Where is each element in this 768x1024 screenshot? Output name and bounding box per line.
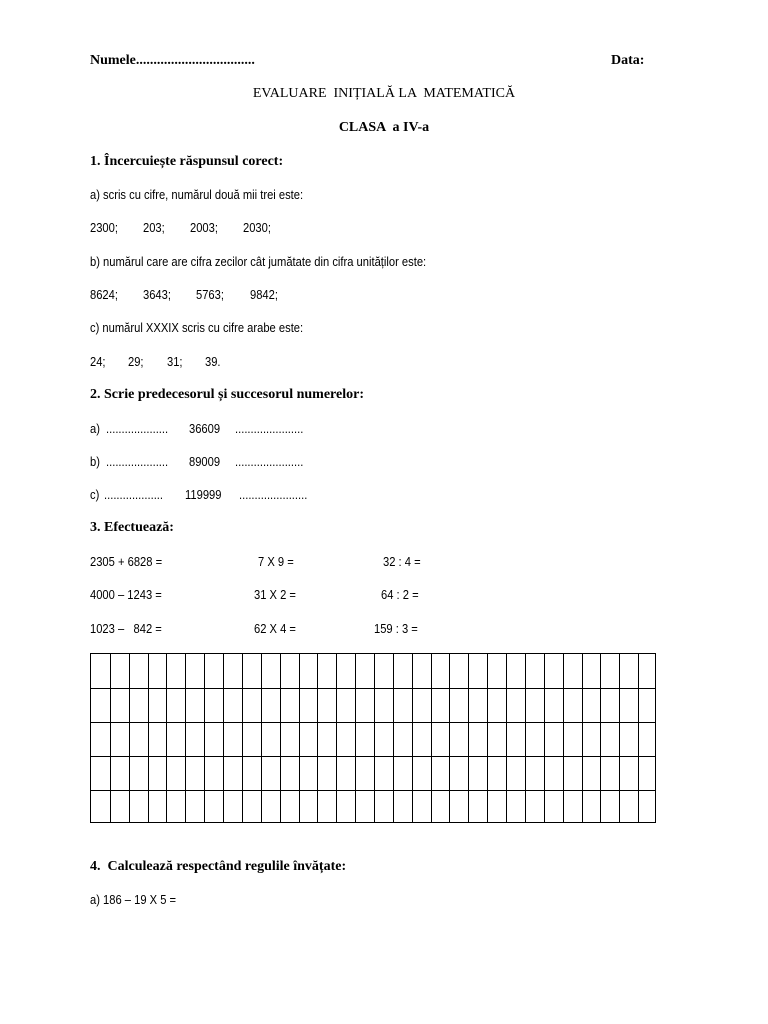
grid-vertical-line [582,654,583,822]
ex1-a-option: 2030; [243,220,271,235]
ex1-c-option: 39. [205,354,221,369]
grid-vertical-line [261,654,262,822]
ex1-c-option: 24; [90,354,106,369]
grid-horizontal-line [91,722,655,723]
ex2-successor-blank: ...................... [235,454,304,469]
ex4-a-expression: a) 186 – 19 X 5 = [90,892,177,907]
grid-vertical-line [431,654,432,822]
ex2-number: 36609 [189,421,221,436]
ex2-predecessor-blank: .................... [106,454,169,469]
ex2-row-label: c) [90,487,100,502]
ex1-a-option: 2003; [190,220,218,235]
ex1-a-option: 203; [143,220,165,235]
ex3-operation: 4000 – 1243 = [90,587,162,602]
ex1-a-option: 2300; [90,220,118,235]
page-subtitle: CLASA a IV-a [338,120,430,135]
grid-vertical-line [506,654,507,822]
ex1-b-option: 3643; [143,287,171,302]
ex3-operation: 1023 – 842 = [90,621,162,636]
ex2-successor-blank: ...................... [239,487,308,502]
grid-vertical-line [129,654,130,822]
grid-vertical-line [468,654,469,822]
grid-vertical-line [638,654,639,822]
grid-vertical-line [487,654,488,822]
grid-vertical-line [544,654,545,822]
grid-horizontal-line [91,790,655,791]
grid-vertical-line [223,654,224,822]
name-field-label: Numele.................................. [90,53,255,68]
ex2-predecessor-blank: ................... [104,487,164,502]
grid-vertical-line [336,654,337,822]
ex2-number: 89009 [189,454,221,469]
ex1-c-option: 31; [167,354,183,369]
grid-vertical-line [242,654,243,822]
ex3-operation: 2305 + 6828 = [90,554,163,569]
grid-vertical-line [449,654,450,822]
page-title: EVALUARE INIȚIALĂ LA MATEMATICĂ [252,86,516,101]
squared-work-grid [90,653,656,823]
grid-vertical-line [619,654,620,822]
grid-vertical-line [299,654,300,822]
ex1-b-question: b) numărul care are cifra zecilor cât jumătate din cifra unităților este: [90,254,427,269]
grid-vertical-line [317,654,318,822]
ex2-row-label: a) [90,421,100,436]
ex1-c-option: 29; [128,354,144,369]
ex1-b-option: 5763; [196,287,224,302]
grid-vertical-line [412,654,413,822]
grid-horizontal-line [91,756,655,757]
grid-vertical-line [148,654,149,822]
grid-vertical-line [110,654,111,822]
ex3-operation: 7 X 9 = [258,554,294,569]
ex1-b-option: 8624; [90,287,118,302]
grid-vertical-line [600,654,601,822]
ex4-heading: 4. Calculează respectând regulile învățate: [90,859,347,874]
ex3-operation: 31 X 2 = [254,587,296,602]
grid-vertical-line [355,654,356,822]
ex1-b-option: 9842; [250,287,278,302]
ex1-a-question: a) scris cu cifre, numărul două mii trei este: [90,187,304,202]
ex2-predecessor-blank: .................... [106,421,169,436]
grid-vertical-line [374,654,375,822]
ex3-heading: 3. Efectuează: [90,520,174,535]
ex1-heading: 1. Încercuiește răspunsul corect: [90,154,284,169]
ex2-successor-blank: ...................... [235,421,304,436]
ex2-number: 119999 [185,487,222,502]
ex3-operation: 62 X 4 = [254,621,296,636]
ex2-heading: 2. Scrie predecesorul și succesorul numerelor: [90,387,364,402]
date-field-label: Data: [611,53,645,68]
grid-vertical-line [563,654,564,822]
ex3-operation: 32 : 4 = [383,554,421,569]
ex2-row-label: b) [90,454,100,469]
grid-vertical-line [166,654,167,822]
grid-vertical-line [185,654,186,822]
ex3-operation: 159 : 3 = [374,621,418,636]
grid-vertical-line [525,654,526,822]
grid-horizontal-line [91,688,655,689]
grid-vertical-line [280,654,281,822]
grid-vertical-line [204,654,205,822]
ex3-operation: 64 : 2 = [381,587,419,602]
ex1-c-question: c) numărul XXXIX scris cu cifre arabe este: [90,320,304,335]
grid-vertical-line [393,654,394,822]
